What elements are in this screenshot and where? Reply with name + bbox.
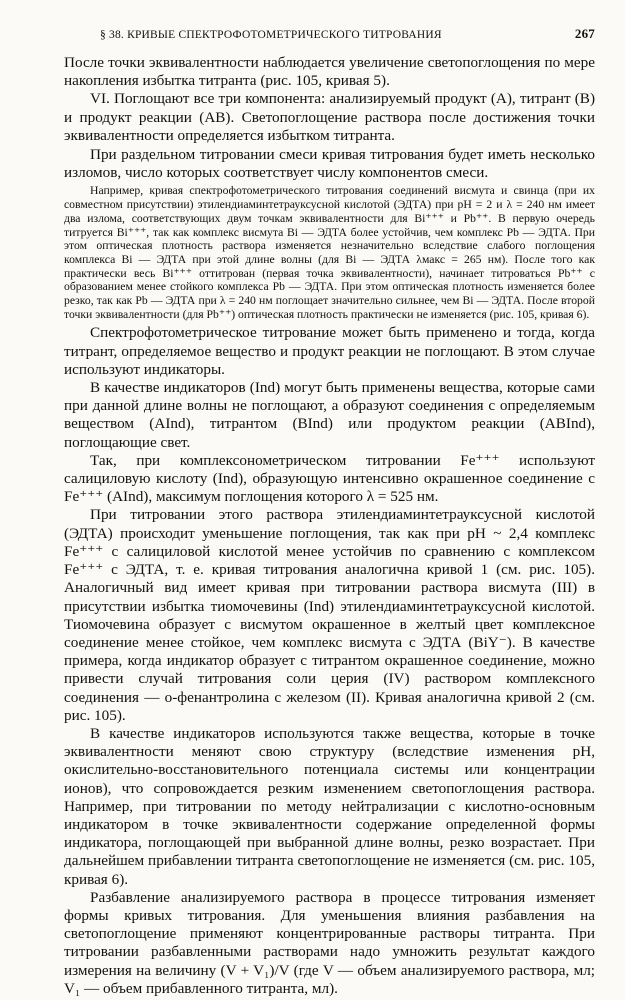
section-title: § 38. КРИВЫЕ СПЕКТРОФОТОМЕТРИЧЕСКОГО ТИТРОВАНИЯ: [100, 29, 442, 41]
example-paragraph-small: Например, кривая спектрофотометрического титрования соединений висмута и свинца (при их совместном присутствии) этилендиаминтетрауксусной кислотой (ЭДТА) при pH = 2 и λ = 240 нм имеет два излома, соответствующих двум точкам эквивалентности для Bi⁺⁺⁺ и Pb⁺⁺. В первую очередь титруется Bi⁺⁺⁺, так как комплекс висмута Bi — ЭДТА более устойчив, чем комплекс Pb — ЭДТА. При этом оптическая плотность раствора изменяется незначительно вследствие слабого поглощения комплекса Bi — ЭДТА при этой длине волны (для Bi — ЭДТА λмакс = 265 нм). После того как практически весь Bi⁺⁺⁺ оттитрован (первая точка эквивалентности), начинает титроваться Pb⁺⁺ с образованием менее стойкого комплекса Pb — ЭДТА. При этом оптическая плотность изменяется более резко, так как Pb — ЭДТА при λ = 240 нм поглощает значительно сильнее, чем Bi — ЭДТА. После второй точки эквивалентности (для Pb⁺⁺) оптическая плотность практически не изменяется (рис. 105, кривая 6).: [64, 184, 595, 321]
paragraph-6: В качестве индикаторов (Ind) могут быть применены вещества, которые сами при данной длине волны не поглощают, а образуют соединения с определяемым веществом (AInd), титрантом (BInd) или продуктом реакции (ABInd), поглощающие свет.: [64, 379, 595, 451]
paragraph-9: В качестве индикаторов используются также вещества, которые в точке эквивалентности меняют свою структуру (вследствие изменения pH, окислительно-восстановительного потенциала системы или концентрации ионов), что сопровождается резким изменением светопоглощения раствора. Например, при титровании по методу нейтрализации с кислотно-основным индикатором в точке эквивалентности содержание определенной формы индикатора, поглощающей при выбранной длине волны, резко возрастает. При дальнейшем прибавлении титранта светопоглощение не изменяется (см. рис. 105, кривая 6).: [64, 724, 595, 888]
paragraph-7: Так, при комплексонометрическом титровании Fe⁺⁺⁺ используют салициловую кислоту (Ind), образующую интенсивно окрашенное соединение с Fe⁺⁺⁺ (AInd), максимум поглощения которого λ = 525 нм.: [64, 451, 595, 506]
paragraph-5: Спектрофотометрическое титрование может быть применено и тогда, когда титрант, определяемое вещество и продукт реакции не поглощают. В этом случае используют индикаторы.: [64, 324, 595, 378]
paragraph-8: При титровании этого раствора этилендиаминтетрауксусной кислотой (ЭДТА) происходит уменьшение поглощения, так как при pH ~ 2,4 комплекс Fe⁺⁺⁺ с салициловой кислотой менее устойчив по сравнению с комплексом Fe⁺⁺⁺ с ЭДТА, т. е. кривая титрования аналогична кривой 1 (см. рис. 105). Аналогичный вид имеет кривая при титровании раствора висмута (III) в присутствии избытка тиомочевины (Ind) этилендиаминтетрауксусной кислотой. Тиомочевина образует с висмутом окрашенное в желтый цвет комплексное соединение менее стойкое, чем комплекс висмута с ЭДТА (BiY⁻). В качестве примера, когда индикатор образует с титрантом окрашенное соединение, можно привести случай титрования соли церия (IV) раствором комплексного соединения — о-фенантролина с железом (II). Кривая аналогична кривой 2 (см. рис. 105).: [64, 506, 595, 724]
page-number: 267: [574, 26, 595, 41]
running-header: [100, 26, 595, 42]
paragraph-3: При раздельном титровании смеси кривая титрования будет иметь несколько изломов, число которых соответствует числу компонентов смеси.: [64, 146, 595, 182]
paragraph-1: После точки эквивалентности наблюдается увеличение светопоглощения по мере накопления избытка титранта (рис. 105, кривая 5).: [64, 54, 595, 90]
paragraph-10: Разбавление анализируемого раствора в процессе титрования изменяет формы кривых титрования. Для уменьшения влияния разбавления на светопоглощение применяют концентрированные растворы титранта. При титровании разбавленными растворами надо умножить результат каждого измерения на величину (V + V₁)/V (где V — объем анализируемого раствора, мл; V₁ — объем прибавленного титранта, мл).: [64, 888, 595, 997]
paragraph-2: VI. Поглощают все три компонента: анализируемый продукт (A), титрант (B) и продукт реакции (AB). Светопоглощение раствора после достижения точки эквивалентности определяется избытком титранта.: [64, 90, 595, 144]
